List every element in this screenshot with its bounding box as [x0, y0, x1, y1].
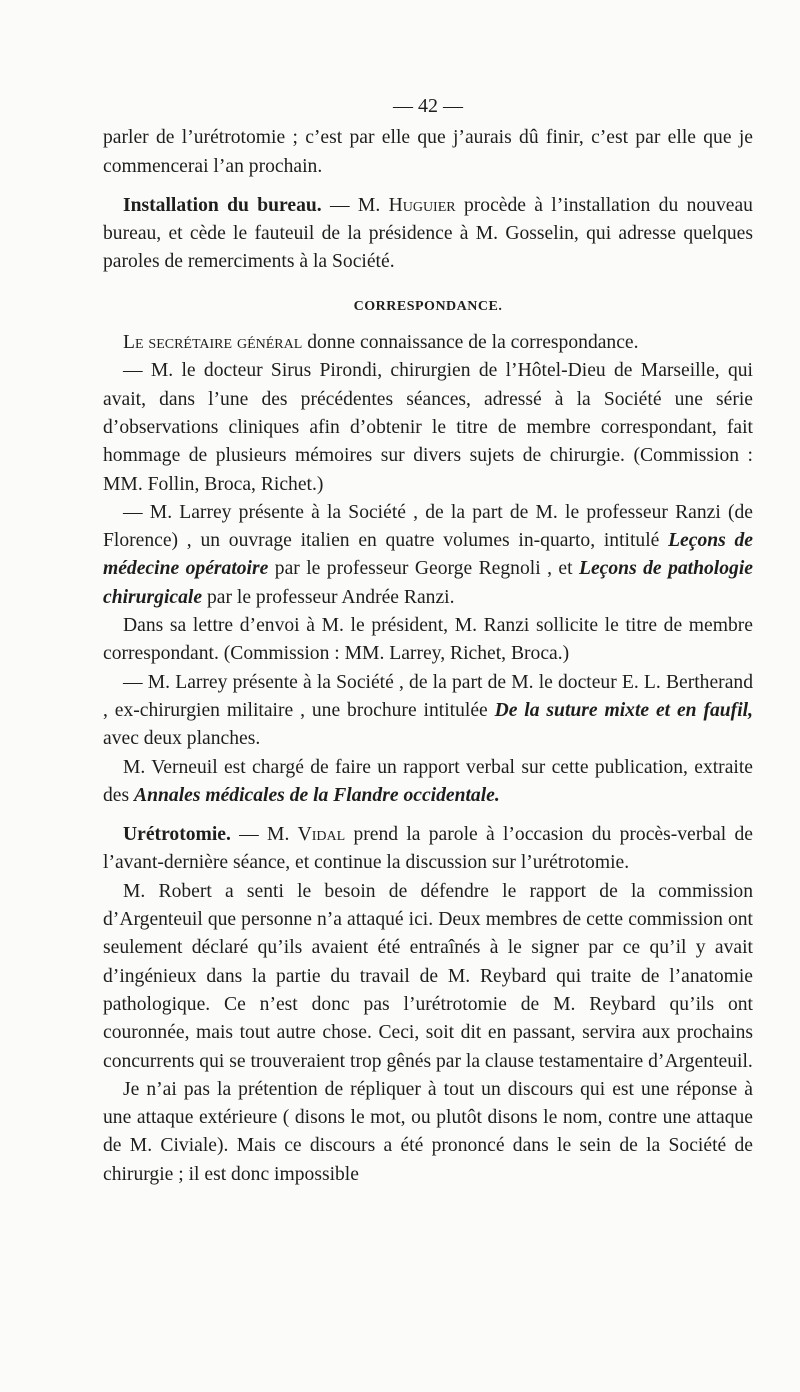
- paragraph-uretrotomie: Urétrotomie. — M. Vidal prend la parole à l’occasion du procès-verbal de l’avant-dernière séance, et continue la discussion sur l’urétrotomie.: [103, 824, 753, 874]
- page-body: [103, 92, 753, 1189]
- section-heading-uretrotomie: Urétrotomie.: [123, 824, 231, 846]
- book-title: De la suture mixte et en faufil,: [494, 699, 753, 721]
- paragraph-secretaire: Le secrétaire général donne connaissance de la correspondance.: [123, 332, 639, 354]
- paragraph-pirondi: — M. le docteur Sirus Pirondi, chirurgien de l’Hôtel-Dieu de Marseille, qui avait, dans l’une des précédentes séances, adressé à la Société une série d’observations cliniques afin d’obtenir le titre de membre correspondant, fait hommage de plusieurs mémoires sur divers sujets de chirurgie. (Commission : MM. Follin, Broca, Richet.): [103, 360, 753, 495]
- paragraph-installation: Installation du bureau. — M. Huguier procède à l’installation du nouveau bureau, et cède le fauteuil de la présidence à M. Gosselin, qui adresse quelques paroles de remerciments à la Société.: [103, 194, 753, 273]
- person-name: Vidal: [297, 824, 346, 846]
- paragraph-larrey-bertherand: — M. Larrey présente à la Société , de la part de M. le docteur E. L. Bertherand , ex-chirurgien militaire , une brochure intitulée De la suture mixte et en faufil, avec deux planches.: [103, 671, 753, 750]
- paragraph-ranzi-letter: Dans sa lettre d’envoi à M. le président, M. Ranzi sollicite le titre de membre correspondant. (Commission : MM. Larrey, Richet, Broca.): [103, 615, 753, 665]
- paragraph-larrey-ranzi: — M. Larrey présente à la Société , de la part de M. le professeur Ranzi (de Florence) , un ouvrage italien en quatre volumes in-quarto, intitulé Leçons de médecine opératoire par le professeur George Regnoli , et Leçons de pathologie chirurgicale par le professeur Andrée Ranzi.: [103, 501, 753, 608]
- paragraph-robert: M. Robert a senti le besoin de défendre le rapport de la commission d’Argenteuil que personne n’a attaqué ici. Deux membres de cette commission ont seulement déclaré qu’ils avaient été entraînés à le signer par ce qu’il y avait d’ingénieux dans la partie du travail de M. Reybard qui traite de l’anatomie pathologique. Ce n’est donc pas l’urétrotomie de M. Reybard qu’ils ont couronnée, mais tout autre chose. Ceci, soit dit en passant, servira aux prochains concurrents qui se trouveraient trop gênés par la clause testamentaire d’Argenteuil.: [103, 880, 753, 1072]
- paragraph-verneuil: M. Verneuil est chargé de faire un rapport verbal sur cette publication, extraite des Annales médicales de la Flandre occidentale.: [103, 756, 753, 806]
- person-name: Le secrétaire général: [123, 332, 303, 354]
- journal-title: Annales médicales de la Flandre occidentale.: [134, 784, 500, 806]
- paragraph-intro: parler de l’urétrotomie ; c’est par elle que j’aurais dû finir, c’est par elle que je commencerai l’an prochain.: [103, 127, 753, 177]
- section-heading-correspondance: CORRESPONDANCE.: [353, 298, 503, 314]
- book-title: Leçons de médecine opératoire: [103, 530, 753, 580]
- section-heading-installation: Installation du bureau.: [123, 194, 322, 216]
- paragraph-civiale: Je n’ai pas la prétention de répliquer à tout un discours qui est une réponse à une attaque extérieure ( disons le mot, ou plutôt disons le nom, contre une attaque de M. Civiale). Mais ce discours a été prononcé dans le sein de la Société de chirurgie ; il est donc impossible: [103, 1078, 753, 1185]
- person-name: Huguier: [388, 194, 456, 216]
- page-number: — 42 —: [393, 95, 463, 117]
- book-title: Leçons de pathologie chirurgicale: [103, 558, 753, 608]
